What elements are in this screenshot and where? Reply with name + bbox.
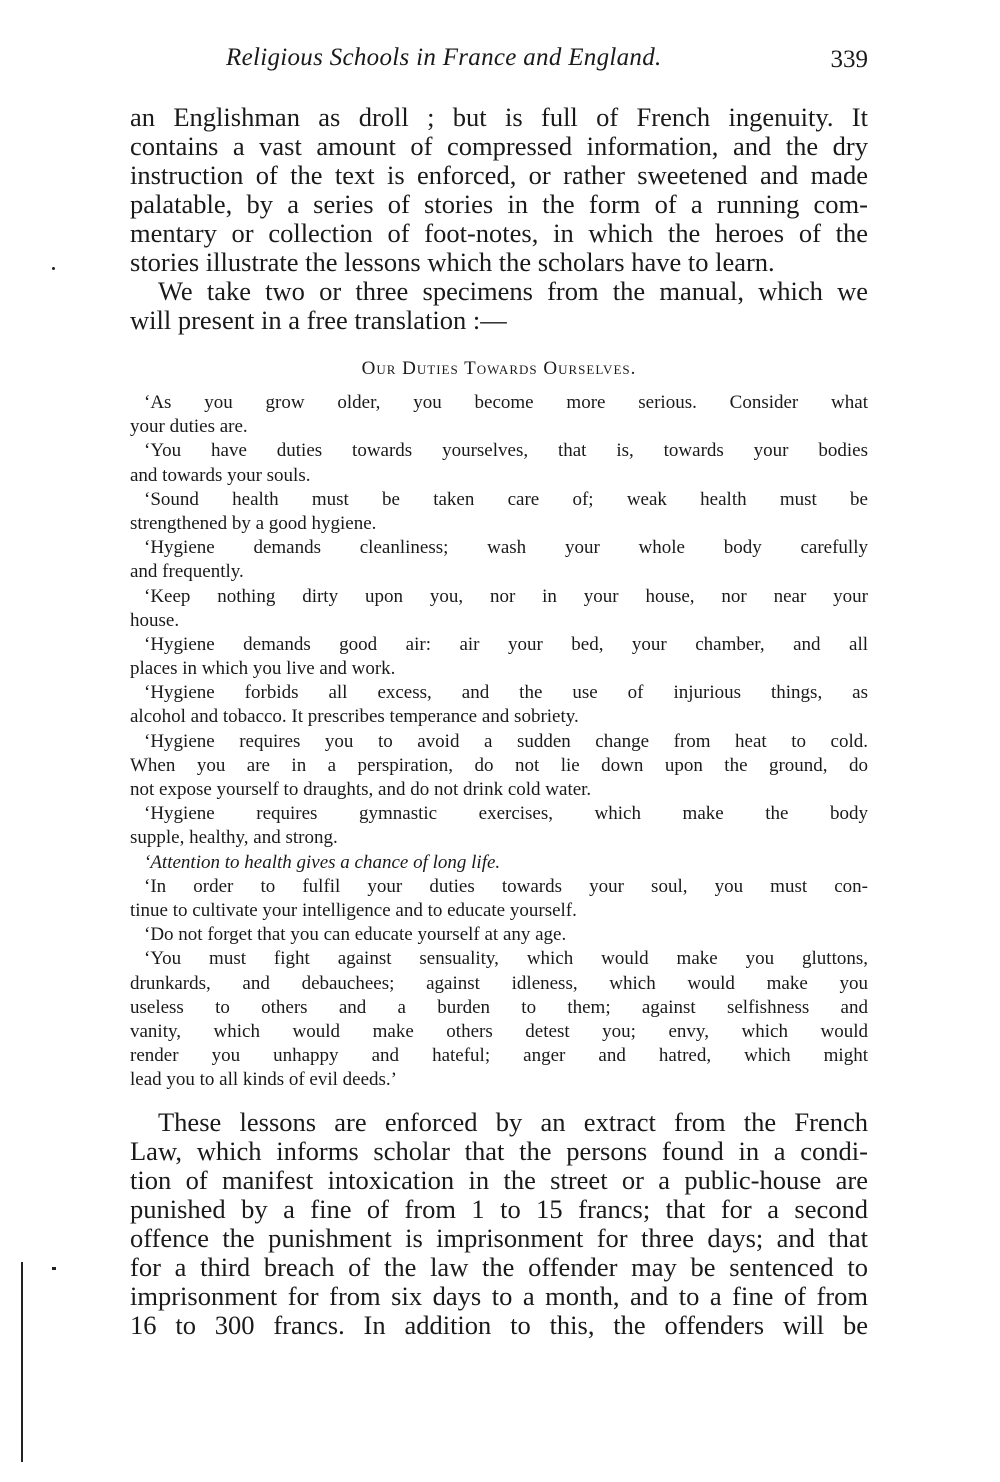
text-line: mentary or collection of foot-notes, in which the heroes of the xyxy=(130,219,868,248)
running-title: Religious Schools in France and England. xyxy=(226,44,662,71)
page-number: 339 xyxy=(830,46,868,73)
text-line: Law, which informs scholar that the persons found in a condi- xyxy=(130,1137,868,1166)
text-line: useless to others and a burden to them; against selfishness and xyxy=(130,996,868,1018)
intro-text xyxy=(130,103,868,335)
scan-edge-line xyxy=(21,1262,23,1462)
text-line: ‘Hygiene requires gymnastic exercises, which make the body xyxy=(144,803,868,825)
scan-speck xyxy=(52,1267,56,1270)
text-line: supple, healthy, and strong. xyxy=(130,827,338,849)
text-line: and towards your souls. xyxy=(130,464,311,486)
text-line: alcohol and tobacco. It prescribes temperance and sobriety. xyxy=(130,706,579,728)
text-line: ‘You must fight against sensuality, which would make you gluttons, xyxy=(144,948,868,970)
text-line: will present in a free translation :— xyxy=(130,306,507,335)
scan-speck xyxy=(52,267,55,270)
text-line: offence the punishment is imprisonment for three days; and that xyxy=(130,1224,868,1253)
running-header xyxy=(130,44,868,78)
text-line: your duties are. xyxy=(130,416,248,438)
text-line: places in which you live and work. xyxy=(130,658,396,680)
text-line: ‘Do not forget that you can educate yourself at any age. xyxy=(144,924,567,946)
text-line: drunkards, and debauchees; against idleness, which would make you xyxy=(130,972,868,994)
text-line: ‘In order to fulfil your duties towards your soul, you must con- xyxy=(144,875,868,897)
text-line: lead you to all kinds of evil deeds.’ xyxy=(130,1069,397,1091)
text-line: These lessons are enforced by an extract from the French xyxy=(158,1108,868,1137)
text-line: ‘Sound health must be taken care of; weak health must be xyxy=(144,488,868,510)
section-heading: Our Duties Towards Ourselves. xyxy=(361,358,637,379)
text-line: tinue to cultivate your intelligence and to educate yourself. xyxy=(130,899,577,921)
text-line: for a third breach of the law the offender may be sentenced to xyxy=(130,1253,868,1282)
text-line: 16 to 300 francs. In addition to this, the offenders will be xyxy=(130,1311,868,1340)
text-line: vanity, which would make others detest you; envy, which would xyxy=(130,1020,868,1042)
closing-paragraph xyxy=(130,1108,868,1340)
text-line: an Englishman as droll ; but is full of French ingenuity. It xyxy=(130,103,868,132)
text-line: ‘Hygiene requires you to avoid a sudden change from heat to cold. xyxy=(144,730,868,752)
text-line: imprisonment for from six days to a month, and to a fine of from xyxy=(130,1282,868,1311)
text-line: ‘Hygiene demands cleanliness; wash your whole body carefully xyxy=(144,537,868,559)
text-line: house. xyxy=(130,609,180,631)
text-line: We take two or three specimens from the manual, which we xyxy=(158,277,868,306)
text-line: render you unhappy and hateful; anger and hatred, which might xyxy=(130,1045,868,1067)
text-line: ‘Attention to health gives a chance of long life. xyxy=(144,851,501,873)
text-line: ‘Hygiene demands good air: air your bed, your chamber, and all xyxy=(144,633,868,655)
text-line: ‘Hygiene forbids all excess, and the use of injurious things, as xyxy=(144,682,868,704)
text-line: ‘Keep nothing dirty upon you, nor in your house, nor near your xyxy=(144,585,868,607)
text-line: ‘As you grow older, you become more serious. Consider what xyxy=(144,392,868,413)
text-line: punished by a fine of from 1 to 15 francs; that for a second xyxy=(130,1195,868,1224)
text-line: contains a vast amount of compressed information, and the dry xyxy=(130,132,868,161)
text-line: not expose yourself to draughts, and do not drink cold water. xyxy=(130,779,592,800)
text-line: and frequently. xyxy=(130,561,244,583)
text-line: palatable, by a series of stories in the form of a running com- xyxy=(130,190,868,219)
text-line: ‘You have duties towards yourselves, that is, towards your bodies xyxy=(144,440,868,462)
text-line: strengthened by a good hygiene. xyxy=(130,512,377,534)
text-line: stories illustrate the lessons which the scholars have to learn. xyxy=(130,248,775,277)
text-line: instruction of the text is enforced, or rather sweetened and made xyxy=(130,161,868,190)
text-line: When you are in a perspiration, do not lie down upon the ground, do xyxy=(130,754,868,776)
text-line: tion of manifest intoxication in the street or a public-house are xyxy=(130,1166,868,1195)
manual-extract xyxy=(130,391,868,1092)
